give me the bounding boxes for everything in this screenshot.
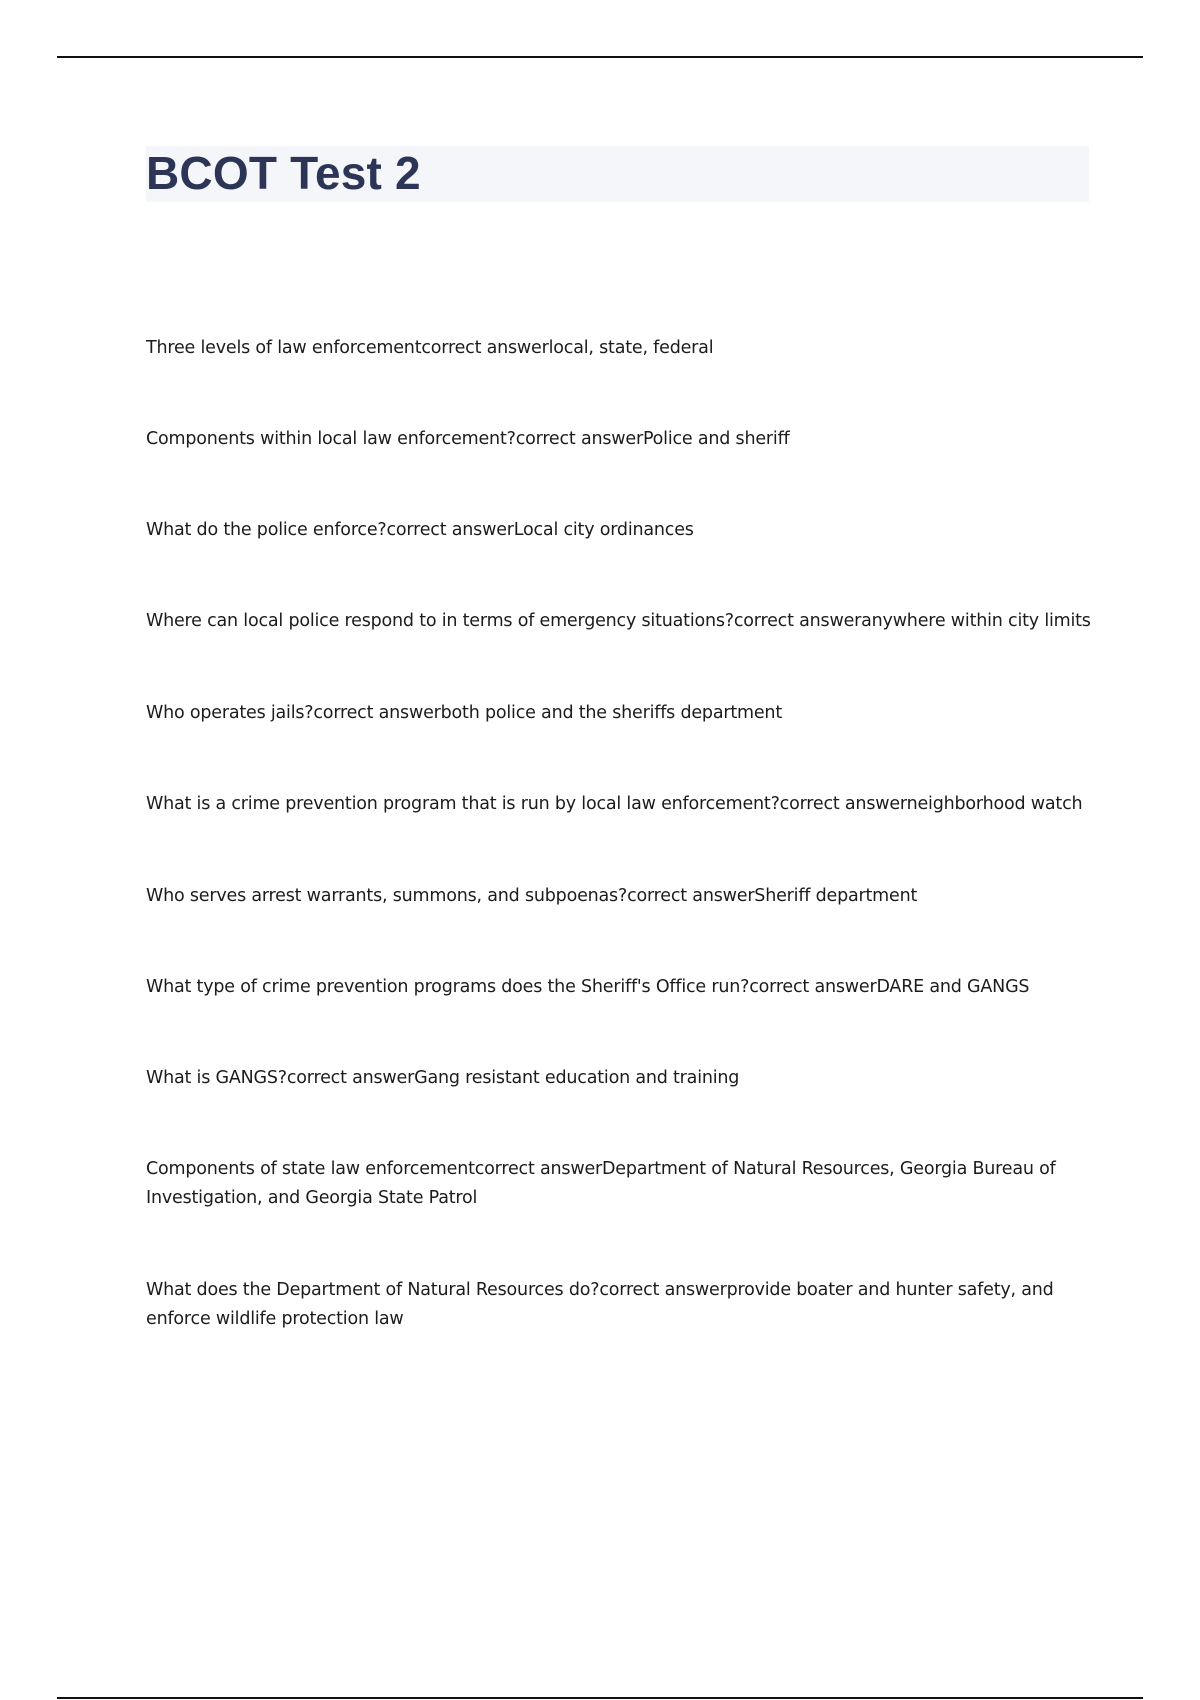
bottom-rule — [57, 1697, 1143, 1699]
flashcard-item: What does the Department of Natural Resources do?correct answerprovide boater and hunter safety, and enforce wildlife protection law — [146, 1280, 1054, 1329]
document-title: BCOT Test 2 — [146, 147, 421, 199]
flashcard-list — [146, 334, 1091, 1397]
flashcard-item: What type of crime prevention programs does the Sheriff's Office run?correct answerDARE and GANGS — [146, 977, 1030, 997]
flashcard-item: Three levels of law enforcementcorrect answerlocal, state, federal — [146, 338, 714, 358]
flashcard-item: What is GANGS?correct answerGang resistant education and training — [146, 1068, 740, 1088]
flashcard-item: Components of state law enforcementcorrect answerDepartment of Natural Resources, Georgia Bureau of Investigation, and Georgia State Patrol — [146, 1159, 1056, 1208]
flashcard-item: What is a crime prevention program that is run by local law enforcement?correct answerneighborhood watch — [146, 794, 1083, 814]
flashcard-item: Components within local law enforcement?correct answerPolice and sheriff — [146, 429, 790, 449]
flashcard-item: Who operates jails?correct answerboth police and the sheriffs department — [146, 703, 782, 723]
flashcard-item: Who serves arrest warrants, summons, and subpoenas?correct answerSheriff department — [146, 886, 918, 906]
flashcard-item: Where can local police respond to in terms of emergency situations?correct answeranywhere within city limits — [146, 611, 1091, 631]
flashcard-item: What do the police enforce?correct answerLocal city ordinances — [146, 520, 694, 540]
top-rule — [57, 56, 1143, 58]
